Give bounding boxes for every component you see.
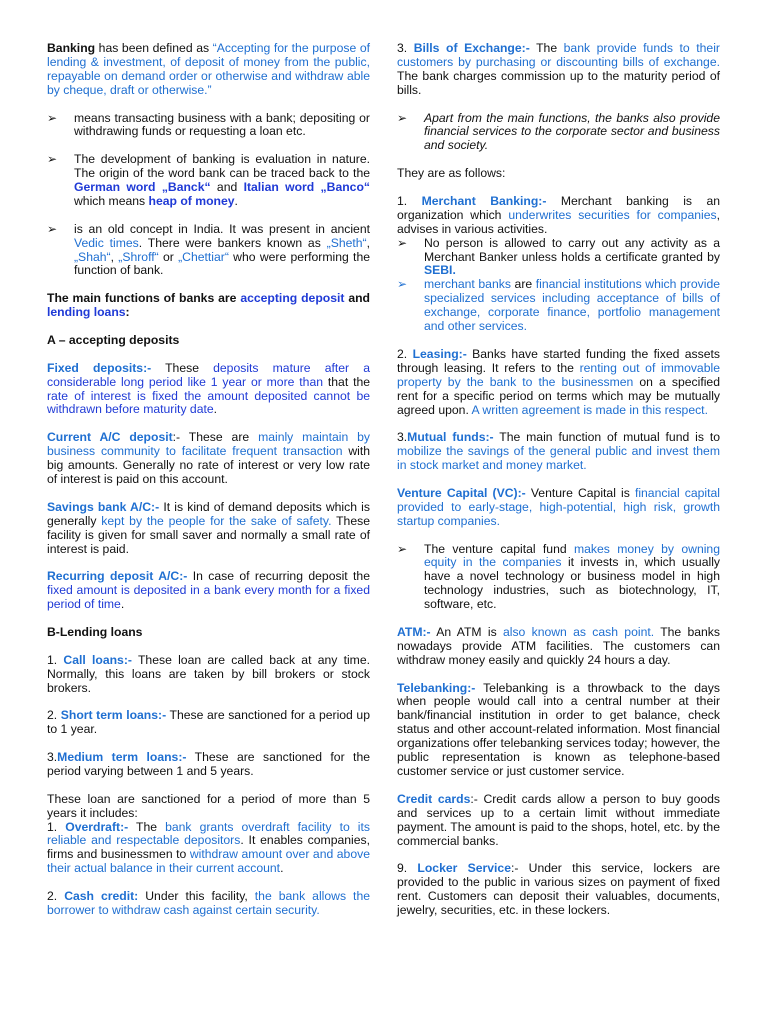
call-loans-paragraph <box>47 654 370 696</box>
highlight: underwrites securities for companies <box>508 207 717 222</box>
highlight: A written agreement is made in this respect. <box>471 402 708 417</box>
term: Overdraft:- <box>65 819 129 834</box>
text: . It enables companies, firms and businessmen to <box>47 833 370 862</box>
highlight: mainly maintain by business community to facilitate frequent transaction <box>47 430 370 459</box>
text: , <box>366 235 370 250</box>
mutual-funds-paragraph <box>397 431 720 473</box>
leasing-paragraph <box>397 348 720 418</box>
highlight: merchant banks <box>424 277 511 292</box>
text: The main functions of banks are <box>47 291 241 306</box>
text: or <box>158 249 179 264</box>
bullet-item <box>47 112 370 140</box>
text: Apart from the main functions, the banks also provide financial services to the corporate sector and business and society. <box>424 110 720 153</box>
bullet-item <box>397 543 720 613</box>
term: Mutual funds:- <box>407 430 494 445</box>
credit-cards-paragraph <box>397 793 720 849</box>
highlight: German word „Banck“ <box>74 180 211 195</box>
venture-capital-paragraph <box>397 487 720 529</box>
term: Merchant Banking:- <box>421 193 547 208</box>
bills-of-exchange-paragraph <box>397 42 720 98</box>
highlight: „Chettiar“ <box>178 249 229 264</box>
highlight: „Sheth“ <box>326 235 367 250</box>
text: , advises in various activities. <box>397 207 720 236</box>
text: An ATM is <box>430 624 503 639</box>
term: Call loans:- <box>63 652 132 667</box>
highlight: the bank allows the borrower to withdraw cash against certain security. <box>47 889 371 917</box>
banking-definition <box>47 42 370 98</box>
text: 3. <box>397 41 414 55</box>
text: 1. <box>397 193 422 208</box>
recurring-deposit-paragraph <box>47 570 370 612</box>
highlight: deposits mature after a considerable long period like 1 year or more than <box>47 360 370 389</box>
text: These <box>151 360 214 375</box>
term: ATM:- <box>397 624 431 639</box>
text: These are sanctioned for the period varying between 1 and 5 years. <box>47 750 370 778</box>
highlight: bank provide funds to their customers by purchasing or discounting bills of exchange. <box>397 41 720 69</box>
term: Venture Capital (VC):- <box>397 485 526 500</box>
text: The <box>529 41 564 55</box>
bullet-item <box>397 237 720 279</box>
term: Savings bank A/C:- <box>47 499 160 514</box>
arrow-bullet-icon: ➢ <box>47 221 58 236</box>
highlight: Vedic times <box>74 235 139 250</box>
arrow-bullet-icon: ➢ <box>397 541 408 556</box>
text: Banks have started funding the fixed assets through leasing. It refers to the <box>397 346 721 375</box>
term: Leasing:- <box>412 346 467 361</box>
definition-quote: “Accepting for the purpose of lending & investment, of deposit of money from the public, repayable on demand order or otherwise and withdraw able by cheque, draft or otherwise.” <box>47 41 370 97</box>
text: :- Under this service, lockers are provided to the public in various sizes on payment of fixed rent. Customers can deposit their valuables, documents, jewelry, securities, etc. in these lockers. <box>397 861 720 918</box>
term: Bills of Exchange:- <box>413 41 530 55</box>
highlight: „Shroff“ <box>118 249 159 264</box>
left-column <box>47 42 370 932</box>
right-column <box>397 42 720 932</box>
cash-credit-paragraph <box>47 890 370 918</box>
text: These are sanctioned for a period up to 1 year. <box>47 708 370 737</box>
text: Merchant banking is an organization which <box>397 193 720 222</box>
bullet-item <box>397 112 720 154</box>
highlight: accepting deposit <box>240 291 345 306</box>
arrow-bullet-icon: ➢ <box>397 235 408 250</box>
arrow-bullet-icon: ➢ <box>47 152 58 167</box>
term: Credit cards <box>397 791 471 806</box>
text: are <box>510 277 536 292</box>
bullet-item <box>47 153 370 209</box>
current-deposit-paragraph <box>47 431 370 487</box>
text: The <box>128 819 166 834</box>
text: It is kind of demand deposits which is generally <box>47 499 370 528</box>
fixed-deposits-paragraph <box>47 362 370 418</box>
highlight: financial institutions which provide specialized services including acceptance of bills of exchange, corporate finance, portfolio management and other services. <box>424 277 721 334</box>
text: Venture Capital is <box>525 485 635 500</box>
main-functions-heading <box>47 292 370 320</box>
highlight: heap of money <box>148 193 235 208</box>
text: and <box>344 291 370 306</box>
term: Recurring deposit A/C:- <box>47 569 188 584</box>
text: , <box>110 249 119 264</box>
telebanking-paragraph <box>397 682 720 779</box>
arrow-bullet-icon: ➢ <box>47 110 58 125</box>
text: Under this facility, <box>138 889 255 904</box>
highlight: withdraw amount over and above their actual balance in their current account <box>47 847 370 876</box>
text: The banks nowadays provide ATM facilities. The customers can withdraw money easily and quickly 24 hours a day. <box>397 624 720 667</box>
overdraft-paragraph <box>47 821 370 877</box>
text: 1. <box>47 819 66 834</box>
section-a-heading: A – accepting deposits <box>47 332 180 347</box>
text: means transacting business with a bank; depositing or withdrawing funds or requesting a loan etc. <box>74 110 370 139</box>
text: These loan are called back at any time. Normally, this loans are taken by bill brokers or stock brokers. <box>47 652 370 695</box>
text: . <box>234 193 238 208</box>
text: 2. <box>47 708 61 723</box>
medium-term-loans-paragraph <box>47 751 370 779</box>
text: is an old concept in India. It was present in ancient <box>74 221 370 236</box>
bullet-item <box>47 223 370 279</box>
text: The bank charges commission up to the maturity period of bills. <box>397 68 720 97</box>
as-follows-text: They are as follows: <box>397 166 506 181</box>
highlight: makes money by owning equity in the companies <box>424 541 720 570</box>
atm-paragraph <box>397 626 720 668</box>
highlight: SEBI. <box>424 263 456 278</box>
text: The main function of mutual fund is to <box>493 430 720 445</box>
text: These facility is given for small saver and normally a small rate of interest is paid. <box>47 513 370 556</box>
highlight: Italian word „Banco“ <box>243 180 370 195</box>
text: . <box>280 861 284 876</box>
highlight: fixed amount is deposited in a bank every month for a fixed period of time <box>47 583 370 612</box>
savings-account-paragraph <box>47 501 370 557</box>
text: The venture capital fund <box>424 541 574 556</box>
highlight: renting out of immovable property by the bank to the businessmen <box>397 360 720 389</box>
text: which means <box>74 193 149 208</box>
highlight: bank grants overdraft facility to its reliable and respectable depositors <box>47 819 370 848</box>
highlight: also known as cash point. <box>502 624 655 639</box>
text: 3. <box>397 430 408 445</box>
term: Medium term loans:- <box>57 750 187 765</box>
text: No person is allowed to carry out any activity as a Merchant Banker unless holds a certificate granted by <box>424 235 720 264</box>
merchant-banking-paragraph <box>397 195 720 237</box>
text: with big amounts. Generally no rate of interest or very low rate of interest is paid on this account. <box>47 444 370 486</box>
text: 2. <box>47 889 65 904</box>
text: Telebanking is a throwback to the days when people would call into a central number at their bank/financial institution in order to get balance, check status and other account-related information. Most financial organizations offer telebanking services today; however, the public representation is known as telephone-based customer service or just customer service. <box>397 680 720 778</box>
text: has been defined as <box>95 41 213 55</box>
highlight: lending loans <box>47 305 126 320</box>
term: Cash credit: <box>64 889 139 904</box>
locker-service-paragraph <box>397 862 720 918</box>
text: : <box>125 305 130 320</box>
text: In case of recurring deposit the <box>187 569 370 584</box>
highlight: kept by the people for the sake of safety. <box>101 513 332 528</box>
text: it invests in, which usually have a novel technology or business model in high technology industries, such as biotechnology, IT, software, etc. <box>424 555 720 612</box>
text: 2. <box>397 346 413 361</box>
short-term-loans-paragraph <box>47 709 370 737</box>
term: Short term loans:- <box>60 708 167 723</box>
term-banking: Banking <box>47 41 96 55</box>
arrow-bullet-icon: ➢ <box>397 110 408 125</box>
text: . <box>213 402 218 417</box>
text: 3. <box>47 750 58 765</box>
text: and <box>210 180 244 195</box>
highlight: „Shah“ <box>74 249 111 264</box>
highlight: mobilize the savings of the general public and invest them in stock market and money market. <box>397 444 720 473</box>
highlight: rate of interest is fixed the amount deposited cannot be withdrawn before maturity date <box>47 388 370 417</box>
text: . <box>120 597 125 612</box>
term: Locker Service <box>417 861 511 876</box>
text: who were performing the function of bank. <box>74 249 370 278</box>
term: Fixed deposits:- <box>47 360 152 375</box>
text: that the <box>323 374 371 389</box>
text: The development of banking is evaluation in nature. The origin of the word bank can be traced back to the <box>74 152 370 181</box>
text: on a specified rent for a specific period on terms which may be mutually agreed upon. <box>397 374 720 417</box>
highlight: financial capital provided to early-stage, high-potential, high risk, growth startup companies. <box>397 485 720 528</box>
text: 1. <box>47 652 64 667</box>
bullet-item <box>397 278 720 334</box>
term: Current A/C deposit <box>47 430 173 445</box>
text: :- These are <box>172 430 259 445</box>
section-b-heading: B-Lending loans <box>47 624 143 639</box>
term: Telebanking:- <box>397 680 476 695</box>
long-term-intro: These loan are sanctioned for a period of more than 5 years it includes: <box>47 791 370 820</box>
arrow-bullet-icon: ➢ <box>397 277 408 292</box>
text: . There were bankers known as <box>138 235 327 250</box>
text: :- Credit cards allow a person to buy goods and services up to a certain limit without immediate payment. The amount is paid to the shops, hotel, etc. by the commercial banks. <box>397 791 721 848</box>
text: 9. <box>397 861 418 876</box>
